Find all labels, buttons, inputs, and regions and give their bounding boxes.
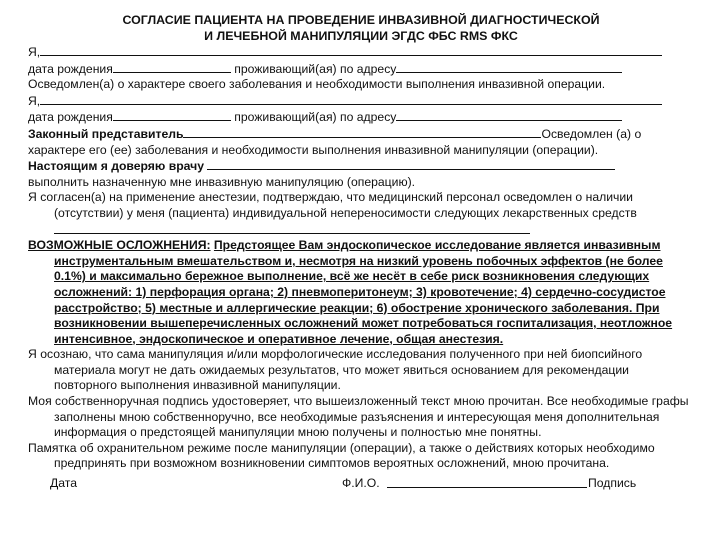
consent-form <box>28 12 694 492</box>
signature-field[interactable] <box>387 476 587 488</box>
patient-birth-field[interactable] <box>113 61 231 73</box>
patient-informed: Осведомлен(а) о характере своего заболевания и необходимости выполнения инвазивной операции. <box>28 77 606 92</box>
complications-heading: ВОЗМОЖНЫЕ ОСЛОЖНЕНИЯ: <box>28 238 211 253</box>
patient-birth-label: дата рождения <box>28 61 113 76</box>
rep-i-label: Я, <box>28 93 41 108</box>
patient-name-row <box>28 44 694 61</box>
trust-row <box>28 158 694 175</box>
rep-field[interactable] <box>183 126 541 138</box>
patient-birth-row <box>28 61 694 78</box>
rep-address-field[interactable] <box>396 109 622 121</box>
anesthesia-para <box>28 190 694 238</box>
rep-address-label: проживающий(ая) по адресу <box>234 110 397 125</box>
signature-para: Моя собственноручная подпись удостоверяет, что вышеизложенный текст мною прочитан. Все необходимые графы заполнены мною собственноручно, все необходимые разъяснения и интересующая меня дополнительная информация о предстоящей манипуляции мною получены и полностью мне понятны. <box>28 394 689 440</box>
rep-name-row <box>28 93 694 110</box>
title-line-1: СОГЛАСИЕ ПАЦИЕНТА НА ПРОВЕДЕНИЕ ИНВАЗИВНОЙ ДИАГНОСТИЧЕСКОЙ <box>122 13 600 27</box>
complications-para <box>28 238 694 347</box>
rep-birth-row <box>28 109 694 126</box>
trust-label: Настоящим я доверяю врачу <box>28 159 204 174</box>
drugs-field[interactable] <box>54 222 530 234</box>
date-label: Дата <box>50 476 77 491</box>
title-line-2: И ЛЕЧЕБНОЙ МАНИПУЛЯЦИИ ЭГДС ФБС RMS ФКС <box>204 29 518 43</box>
patient-address-field[interactable] <box>396 61 622 73</box>
rep-row <box>28 126 694 143</box>
patient-address-label: проживающий(ая) по адресу <box>234 61 397 76</box>
patient-i-label: Я, <box>28 45 41 59</box>
sign-label: Подпись <box>588 476 637 491</box>
doctor-field[interactable] <box>207 158 615 170</box>
biopsy-para: Я осознаю, что сама манипуляция и/или морфологические исследования полученного при ней биопсийного материала могут не дать ожидаемых результатов, что может явиться основанием для рекомендации повторного выполнения инвазивной манипуляции. <box>28 347 643 393</box>
trust-text: выполнить назначенную мне инвазивную манипуляцию (операцию). <box>28 174 416 189</box>
rep-birth-label: дата рождения <box>28 110 113 125</box>
memo-para: Памятка об охранительном режиме после манипуляции (операции), а также о действиях которых необходимо предпринять при возможном возникновении симптомов вероятных осложнений, мною прочитана. <box>28 440 655 471</box>
fio-label: Ф.И.О. <box>342 476 380 491</box>
anesthesia-text: Я согласен(а) на применение анестезии, подтверждаю, что медицинский персонал осведомлен о наличии (отсутствии) у меня (пациента) индивидуальной непереносимости следующих лекарственных средств <box>28 190 637 220</box>
rep-birth-field[interactable] <box>113 109 231 121</box>
rep-informed-a: Осведомлен (а) о <box>541 126 642 141</box>
rep-informed-b: характере его (ее) заболевания и необходимости выполнения инвазивной манипуляции (операции). <box>28 142 599 157</box>
rep-label: Законный представитель <box>28 126 184 141</box>
complications-text: Предстоящее Вам эндоскопическое исследование является инвазивным инструментальным вмешательством и, несмотря на низкий уровень побочных эффектов (не более 0.1%) и максимально бережное выполнение, всё же несёт в себе риск возникновения следующих осложнений: 1) перфорация органа; 2) пневмоперитонеум; 3) кровотечение; 4) сердечно-сосудистое расстройство; 5) местные и аллергические реакции; 6) обострение хронического заболевания. При возникновении вышеперечисленных осложнений может потребоваться госпитализация, неотложное интенсивное, эндоскопическое и оперативное лечение, общая анестезия. <box>54 238 673 346</box>
rep-name-field[interactable] <box>40 93 662 105</box>
signature-row <box>28 474 694 492</box>
patient-name-field[interactable] <box>40 44 662 56</box>
